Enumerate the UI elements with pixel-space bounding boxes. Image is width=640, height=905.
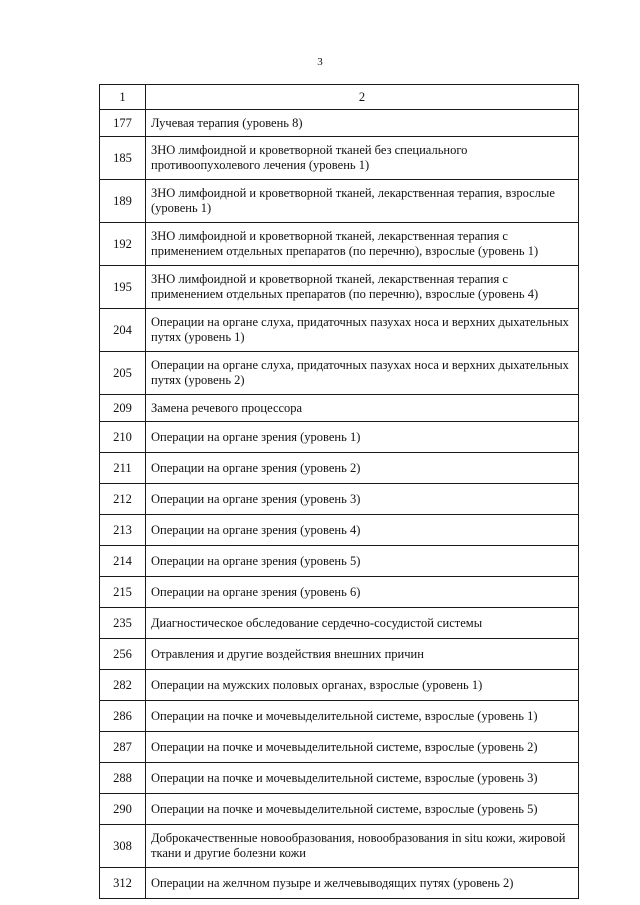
row-code: 287 bbox=[100, 732, 146, 763]
row-name: Операции на почке и мочевыделительной системе, взрослые (уровень 5) bbox=[146, 794, 579, 825]
row-name: Операции на желчном пузыре и желчевыводящих путях (уровень 2) bbox=[146, 868, 579, 899]
row-name: Замена речевого процессора bbox=[146, 395, 579, 422]
table-row bbox=[100, 395, 579, 422]
table-row bbox=[100, 352, 579, 395]
column-header-name: 2 bbox=[146, 85, 579, 110]
table-row bbox=[100, 763, 579, 794]
table-row bbox=[100, 223, 579, 266]
services-table bbox=[99, 84, 579, 899]
row-code: 312 bbox=[100, 868, 146, 899]
row-name: ЗНО лимфоидной и кроветворной тканей без специального противоопухолевого лечения (уровень 1) bbox=[146, 137, 579, 180]
row-name: ЗНО лимфоидной и кроветворной тканей, лекарственная терапия, взрослые (уровень 1) bbox=[146, 180, 579, 223]
row-name: Операции на органе слуха, придаточных пазухах носа и верхних дыхательных путях (уровень 1) bbox=[146, 309, 579, 352]
table-row bbox=[100, 515, 579, 546]
row-code: 256 bbox=[100, 639, 146, 670]
row-code: 205 bbox=[100, 352, 146, 395]
row-code: 288 bbox=[100, 763, 146, 794]
table-row bbox=[100, 137, 579, 180]
row-code: 282 bbox=[100, 670, 146, 701]
row-code: 212 bbox=[100, 484, 146, 515]
table-row bbox=[100, 180, 579, 223]
row-name: Лучевая терапия (уровень 8) bbox=[146, 110, 579, 137]
row-name: Операции на почке и мочевыделительной системе, взрослые (уровень 2) bbox=[146, 732, 579, 763]
column-header-code: 1 bbox=[100, 85, 146, 110]
row-name: Операции на органе слуха, придаточных пазухах носа и верхних дыхательных путях (уровень 2) bbox=[146, 352, 579, 395]
table-row bbox=[100, 825, 579, 868]
row-code: 210 bbox=[100, 422, 146, 453]
row-name: Операции на почке и мочевыделительной системе, взрослые (уровень 1) bbox=[146, 701, 579, 732]
row-code: 209 bbox=[100, 395, 146, 422]
table-row bbox=[100, 266, 579, 309]
table-header-row bbox=[100, 85, 579, 110]
row-name: Диагностическое обследование сердечно-сосудистой системы bbox=[146, 608, 579, 639]
row-code: 286 bbox=[100, 701, 146, 732]
table-row bbox=[100, 608, 579, 639]
row-code: 290 bbox=[100, 794, 146, 825]
row-name: Операции на органе зрения (уровень 4) bbox=[146, 515, 579, 546]
table-row bbox=[100, 546, 579, 577]
row-code: 185 bbox=[100, 137, 146, 180]
row-code: 308 bbox=[100, 825, 146, 868]
table-row bbox=[100, 577, 579, 608]
table-row bbox=[100, 639, 579, 670]
row-name: ЗНО лимфоидной и кроветворной тканей, лекарственная терапия с применением отдельных препаратов (по перечню), взрослые (уровень 1) bbox=[146, 223, 579, 266]
table-row bbox=[100, 868, 579, 899]
row-code: 189 bbox=[100, 180, 146, 223]
row-code: 235 bbox=[100, 608, 146, 639]
row-code: 204 bbox=[100, 309, 146, 352]
row-name: ЗНО лимфоидной и кроветворной тканей, лекарственная терапия с применением отдельных препаратов (по перечню), взрослые (уровень 4) bbox=[146, 266, 579, 309]
table-row bbox=[100, 794, 579, 825]
row-name: Операции на органе зрения (уровень 2) bbox=[146, 453, 579, 484]
row-code: 192 bbox=[100, 223, 146, 266]
table-row bbox=[100, 701, 579, 732]
row-name: Операции на органе зрения (уровень 6) bbox=[146, 577, 579, 608]
row-code: 213 bbox=[100, 515, 146, 546]
row-name: Доброкачественные новообразования, новообразования in situ кожи, жировой ткани и другие болезни кожи bbox=[146, 825, 579, 868]
table-row bbox=[100, 732, 579, 763]
row-name: Операции на почке и мочевыделительной системе, взрослые (уровень 3) bbox=[146, 763, 579, 794]
table-row bbox=[100, 670, 579, 701]
row-code: 177 bbox=[100, 110, 146, 137]
row-code: 214 bbox=[100, 546, 146, 577]
table-row bbox=[100, 422, 579, 453]
row-code: 195 bbox=[100, 266, 146, 309]
table-row bbox=[100, 110, 579, 137]
row-name: Операции на органе зрения (уровень 5) bbox=[146, 546, 579, 577]
page-number: 3 bbox=[317, 56, 323, 68]
table-row bbox=[100, 309, 579, 352]
row-code: 211 bbox=[100, 453, 146, 484]
table-row bbox=[100, 453, 579, 484]
row-name: Операции на органе зрения (уровень 3) bbox=[146, 484, 579, 515]
row-name: Отравления и другие воздействия внешних причин bbox=[146, 639, 579, 670]
table-row bbox=[100, 484, 579, 515]
row-name: Операции на мужских половых органах, взрослые (уровень 1) bbox=[146, 670, 579, 701]
row-code: 215 bbox=[100, 577, 146, 608]
row-name: Операции на органе зрения (уровень 1) bbox=[146, 422, 579, 453]
